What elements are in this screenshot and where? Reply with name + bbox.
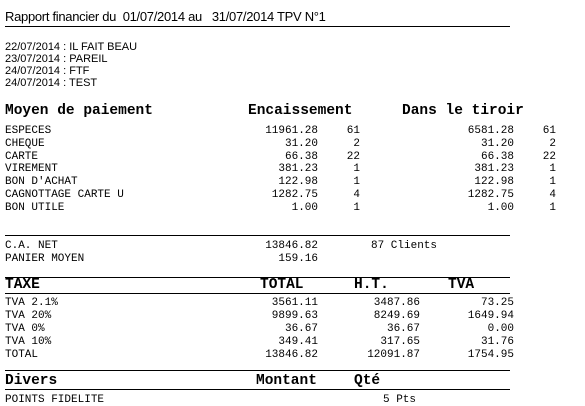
payment-value-cell: 66.38 (480, 150, 514, 163)
tax-value-cell: 349.41 (278, 336, 318, 348)
payment-method-cell: CARTE (5, 150, 39, 163)
payment-method-cell: CHEQUE (5, 137, 45, 150)
payment-value-cell: 1.00 (291, 201, 318, 214)
note-line: 23/07/2014 : PAREIL (5, 53, 108, 65)
payment-value-cell: 11961.28 (265, 125, 318, 137)
ca-net-value: 13846.82 (265, 240, 318, 252)
payment-value-cell: 31.20 (284, 137, 318, 150)
tax-header-total: TOTAL (260, 277, 304, 293)
tax-value-cell: 3561.11 (271, 297, 318, 309)
report-title: Rapport financier du 01/07/2014 au 31/07/2014 TPV N°1 (5, 9, 326, 24)
payment-value-cell: 1 (353, 163, 360, 176)
payment-value-cell: 1.00 (487, 201, 514, 214)
tax-label-cell: TVA 10% (5, 336, 52, 348)
payment-value-cell: 4 (549, 189, 556, 201)
divers-header-qte: Qté (354, 373, 381, 389)
tax-label-cell: TVA 2.1% (5, 297, 58, 309)
note-line: 22/07/2014 : IL FAIT BEAU (5, 41, 138, 53)
payment-value-cell: 1282.75 (271, 189, 318, 201)
tax-header-taxe: TAXE (5, 277, 40, 293)
payment-value-cell: 22 (346, 150, 360, 163)
tax-divider (5, 370, 510, 371)
payment-header-tiroir: Dans le tiroir (402, 103, 524, 119)
clients-count: 87 Clients (371, 240, 438, 252)
payment-value-cell: 2 (549, 137, 556, 150)
divers-header-underline (5, 389, 510, 390)
payment-method-cell: BON D'ACHAT (5, 176, 78, 189)
tax-label-cell: TOTAL (5, 349, 39, 361)
payment-value-cell: 66.38 (284, 150, 318, 163)
tax-value-cell: 9899.63 (271, 310, 318, 322)
payment-header-encaissement: Encaissement (248, 103, 353, 119)
payment-value-cell: 6581.28 (467, 125, 514, 137)
note-line: 24/07/2014 : FTF (5, 65, 90, 77)
tax-label-cell: TVA 20% (5, 310, 52, 322)
tax-value-cell: 317.65 (380, 336, 420, 348)
tax-value-cell: 0.00 (487, 323, 514, 335)
tax-value-cell: 1754.95 (467, 349, 514, 361)
payment-value-cell: 381.23 (474, 163, 514, 176)
tax-header-underline (5, 293, 510, 294)
payment-value-cell: 22 (542, 150, 556, 163)
payment-header-method: Moyen de paiement (5, 103, 153, 119)
tax-header-tva: TVA (448, 277, 475, 293)
divers-header-montant: Montant (256, 373, 317, 389)
tax-value-cell: 36.67 (284, 323, 318, 335)
tax-value-cell: 3487.86 (373, 297, 420, 309)
payments-divider (5, 235, 510, 236)
summary-divider (5, 277, 510, 278)
payment-value-cell: 31.20 (480, 137, 514, 150)
payment-value-cell: 2 (353, 137, 360, 150)
title-underline (5, 26, 510, 27)
payment-value-cell: 61 (542, 125, 556, 137)
note-line: 24/07/2014 : TEST (5, 77, 98, 89)
tax-value-cell: 13846.82 (265, 349, 318, 361)
payment-method-cell: BON UTILE (5, 201, 65, 214)
payment-value-cell: 122.98 (474, 176, 514, 189)
payment-method-cell: CAGNOTTAGE CARTE U (5, 189, 124, 201)
payment-value-cell: 1 (549, 201, 556, 214)
payment-value-cell: 381.23 (278, 163, 318, 176)
payment-value-cell: 1 (353, 201, 360, 214)
tax-header-ht: H.T. (354, 277, 389, 293)
panier-moyen-label: PANIER MOYEN (5, 253, 85, 265)
payment-value-cell: 1 (549, 163, 556, 176)
ca-net-label: C.A. NET (5, 240, 58, 252)
payment-value-cell: 1 (549, 176, 556, 189)
payment-value-cell: 61 (346, 125, 360, 137)
payment-value-cell: 1 (353, 176, 360, 189)
payment-value-cell: 4 (353, 189, 360, 201)
payment-method-cell: VIREMENT (5, 163, 58, 176)
tax-label-cell: TVA 0% (5, 323, 45, 335)
tax-value-cell: 36.67 (386, 323, 420, 335)
payment-value-cell: 122.98 (278, 176, 318, 189)
payment-value-cell: 1282.75 (467, 189, 514, 201)
tax-value-cell: 8249.69 (373, 310, 420, 322)
tax-value-cell: 31.76 (480, 336, 514, 348)
divers-row-label: POINTS FIDELITE (5, 394, 105, 406)
divers-row-qte: 5 Pts (383, 394, 417, 406)
panier-moyen-value: 159.16 (278, 253, 318, 265)
payment-method-cell: ESPECES (5, 125, 52, 137)
tax-value-cell: 12091.87 (367, 349, 420, 361)
divers-header-label: Divers (5, 373, 58, 389)
tax-value-cell: 73.25 (480, 297, 514, 309)
tax-value-cell: 1649.94 (467, 310, 514, 322)
